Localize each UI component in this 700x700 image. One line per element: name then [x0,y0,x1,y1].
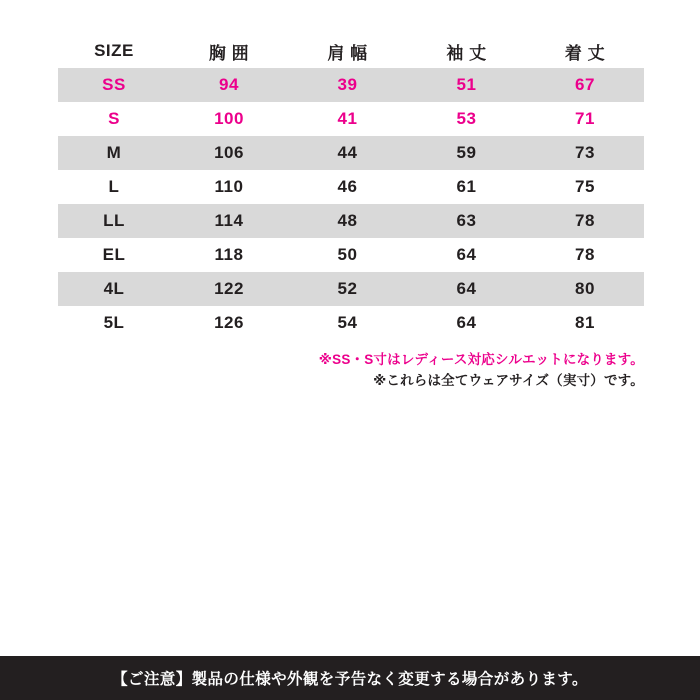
header-cell-sleeve: 袖 丈 [407,34,526,68]
notes-block [224,350,644,392]
cell-size: 4L [58,272,170,306]
table-row [58,170,644,204]
cell-size: SS [58,68,170,102]
cell-length: 73 [526,136,644,170]
size-table-container [58,34,644,340]
note-ladies-silhouette: ※SS・S寸はレディース対応シルエットになります。 [318,352,644,367]
size-table-header [58,34,644,68]
cell-bust: 122 [170,272,288,306]
cell-shoulder: 48 [288,204,407,238]
header-cell-size: SIZE [58,34,170,68]
cell-length: 75 [526,170,644,204]
cell-shoulder: 41 [288,102,407,136]
header-cell-shoulder: 肩 幅 [288,34,407,68]
cell-size: EL [58,238,170,272]
cell-shoulder: 39 [288,68,407,102]
cell-shoulder: 54 [288,306,407,340]
cell-size: L [58,170,170,204]
footer-notice-bar [0,656,700,700]
cell-sleeve: 59 [407,136,526,170]
cell-sleeve: 63 [407,204,526,238]
cell-shoulder: 46 [288,170,407,204]
cell-bust: 94 [170,68,288,102]
table-row [58,136,644,170]
cell-length: 78 [526,238,644,272]
cell-bust: 100 [170,102,288,136]
cell-bust: 126 [170,306,288,340]
header-cell-bust: 胸 囲 [170,34,288,68]
cell-size: M [58,136,170,170]
cell-bust: 110 [170,170,288,204]
cell-bust: 114 [170,204,288,238]
cell-sleeve: 64 [407,272,526,306]
table-row [58,306,644,340]
cell-sleeve: 51 [407,68,526,102]
cell-size: LL [58,204,170,238]
cell-sleeve: 61 [407,170,526,204]
size-table-body [58,68,644,340]
cell-bust: 106 [170,136,288,170]
cell-length: 78 [526,204,644,238]
header-cell-length: 着 丈 [526,34,644,68]
table-row [58,238,644,272]
size-table [58,34,644,340]
note-wear-size: ※これらは全てウェアサイズ（実寸）です。 [373,372,644,388]
cell-bust: 118 [170,238,288,272]
table-row [58,68,644,102]
footer-notice-text: 【ご注意】製品の仕様や外観を予告なく変更する場合があります。 [112,671,588,688]
header-row [58,34,644,68]
table-row [58,204,644,238]
cell-shoulder: 50 [288,238,407,272]
cell-size: S [58,102,170,136]
cell-size: 5L [58,306,170,340]
cell-length: 81 [526,306,644,340]
cell-length: 71 [526,102,644,136]
cell-length: 67 [526,68,644,102]
cell-sleeve: 64 [407,238,526,272]
cell-shoulder: 52 [288,272,407,306]
table-row [58,272,644,306]
table-row [58,102,644,136]
cell-shoulder: 44 [288,136,407,170]
cell-length: 80 [526,272,644,306]
cell-sleeve: 53 [407,102,526,136]
cell-sleeve: 64 [407,306,526,340]
